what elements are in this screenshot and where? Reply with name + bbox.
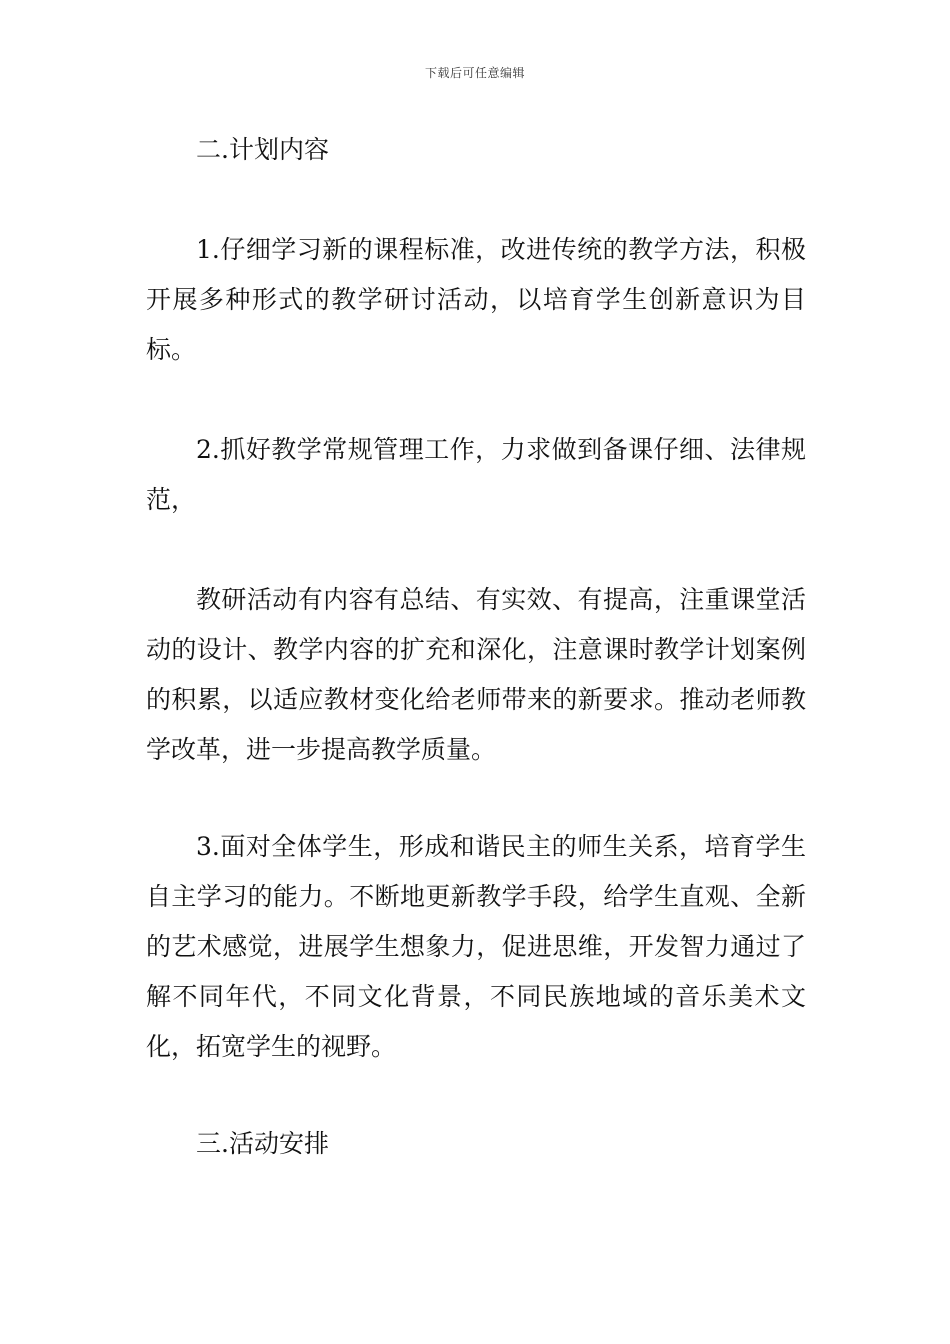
header-note: 下载后可任意编辑 xyxy=(424,66,525,80)
paragraph-item-3: 3.面对全体学生，形成和谐民主的师生关系，培育学生自主学习的能力。不断地更新教学手段，给学生直观、全新的艺术感觉，进展学生想象力，促进思维，开发智力通过了解不同年代，不同文化背景，不同民族地域的音乐美术文化，拓宽学生的视野。 xyxy=(146,832,806,1061)
section-heading-activity-arrangement: 三.活动安排 xyxy=(196,1129,329,1158)
paragraph-item-1: 1.仔细学习新的课程标准，改进传统的教学方法，积极开展多种形式的教学研讨活动，以培育学生创新意识为目标。 xyxy=(146,235,806,364)
section-heading-plan-content: 二.计划内容 xyxy=(196,135,329,164)
paragraph-item-2: 2.抓好教学常规管理工作，力求做到备课仔细、法律规范， xyxy=(146,435,806,514)
paragraph-research-activities: 教研活动有内容有总结、有实效、有提高，注重课堂活动的设计、教学内容的扩充和深化，注意课时教学计划案例的积累，以适应教材变化给老师带来的新要求。推动老师教学改革，进一步提高教学质量。 xyxy=(146,585,806,764)
